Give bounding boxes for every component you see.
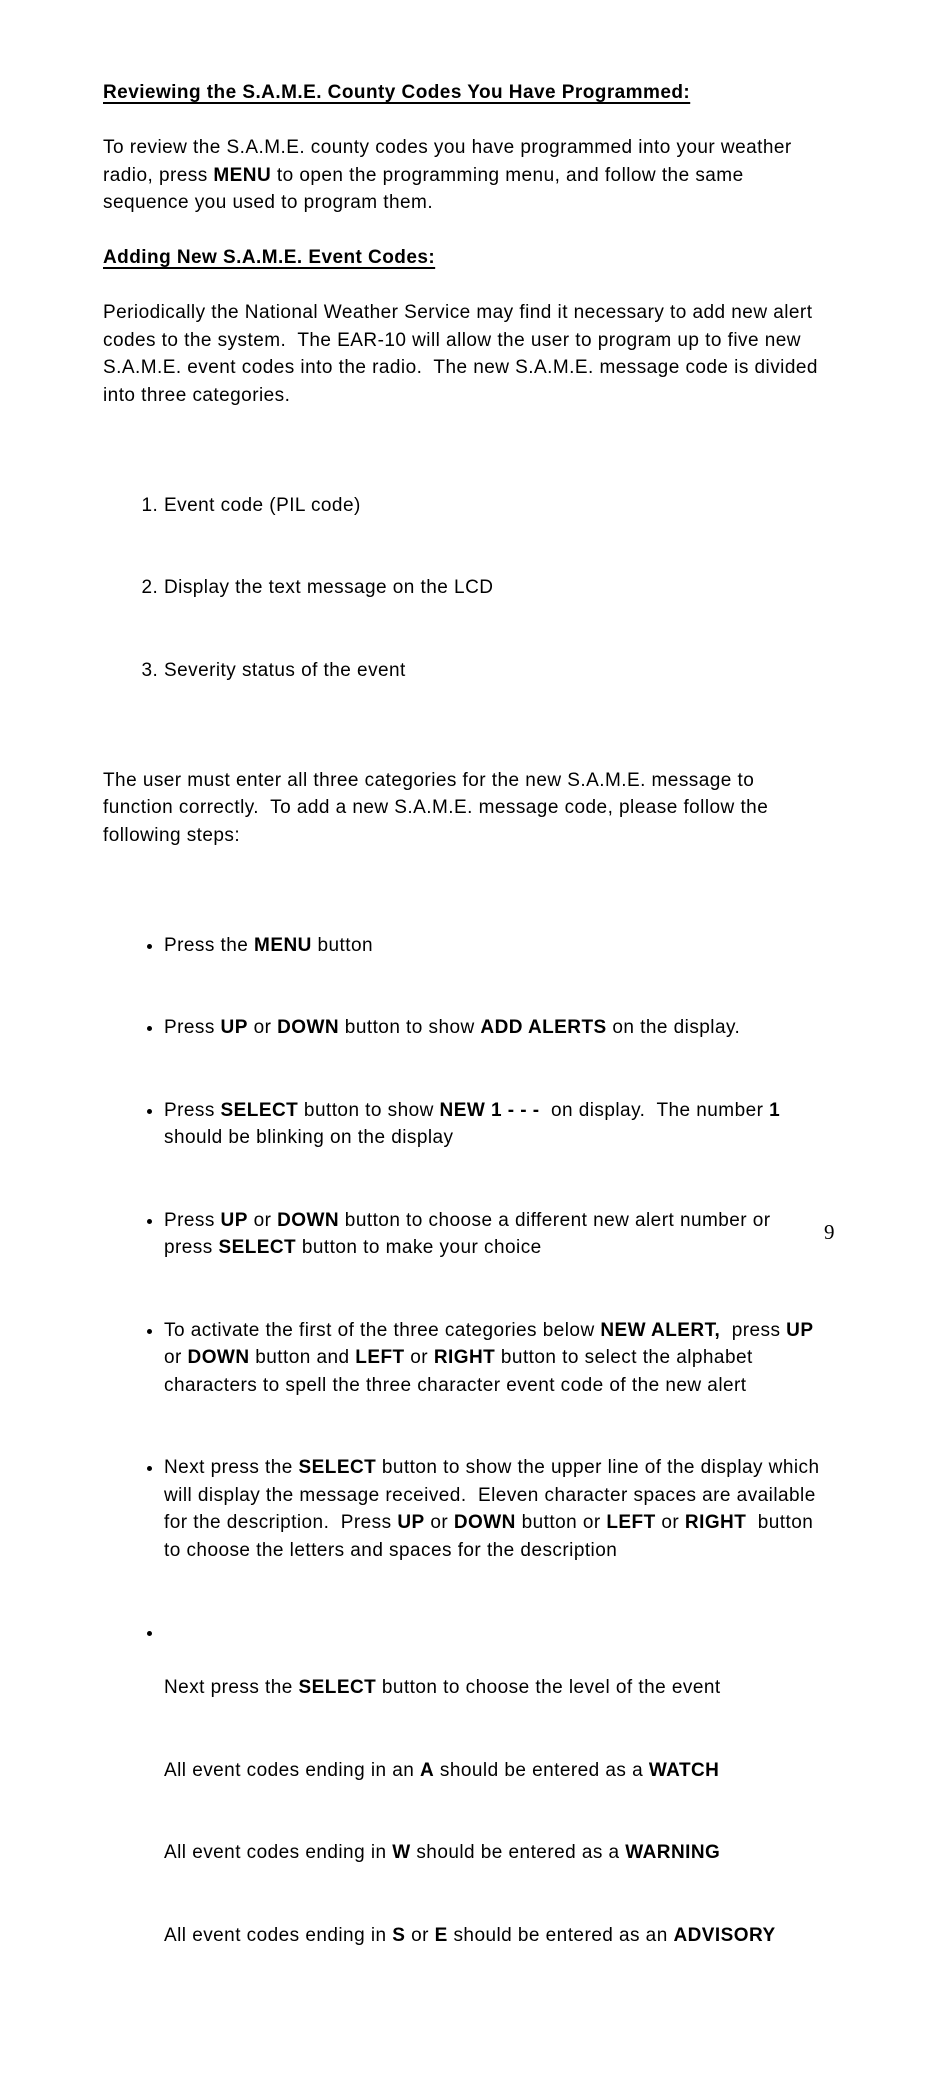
step-item: • To activate the first of the three categories below NEW ALERT, press UP or DOWN button and LEFT or RIGHT button to select the alphabet characters to spell the three character event code of the new alert <box>164 1317 825 1400</box>
page-number: 9 <box>824 1220 835 1244</box>
heading-reviewing-county-codes <box>103 79 825 107</box>
step-item: • Press the MENU button <box>164 932 825 960</box>
step-item-final <box>164 1619 825 2004</box>
step-item: • Press UP or DOWN button to show ADD ALERTS on the display. <box>164 1014 825 1042</box>
paragraph-steps-intro: The user must enter all three categories for the new S.A.M.E. message to function correctly. To add a new S.A.M.E. message code, please follow the following steps: <box>103 769 774 846</box>
category-item: 2. Display the text message on the LCD <box>164 574 825 602</box>
heading-adding-event-codes <box>103 244 825 272</box>
step-item: • Press SELECT button to show NEW 1 - - - on display. The number 1 should be blinking on the display <box>164 1097 825 1152</box>
step-item: • Next press the SELECT button to show the upper line of the display which will display the message received. Eleven character spaces are available for the description. Press UP or DOWN button or LEFT or RIGHT button to choose the letters and spaces for the description <box>164 1454 825 1564</box>
heading-underlined-text: Adding New S.A.M.E. Event Codes: <box>103 247 436 268</box>
category-item: 1. Event code (PIL code) <box>164 492 825 520</box>
heading-underlined-text: Reviewing the S.A.M.E. County Codes You Have Programmed: <box>103 82 691 103</box>
step-line: All event codes ending in an A should be entered as a WATCH <box>164 1759 720 1781</box>
paragraph-review-instructions: To review the S.A.M.E. county codes you have programmed into your weather radio, press MENU to open the programming menu, and follow the same sequence you used to program them. <box>103 137 798 213</box>
step-line: All event codes ending in S or E should be entered as an ADVISORY <box>164 1924 776 1946</box>
step-item: • Press UP or DOWN button to choose a different new alert number or press SELECT button to make your choice <box>164 1207 825 1262</box>
step-line: • Next press the SELECT button to choose the level of the event <box>164 1677 721 1698</box>
categories-numbered-list <box>103 437 825 740</box>
category-item: 3. Severity status of the event <box>164 657 825 685</box>
step-line: All event codes ending in W should be entered as a WARNING <box>164 1842 721 1863</box>
paragraph-adding-intro: Periodically the National Weather Service may find it necessary to add new alert codes to the system. The EAR-10 will allow the user to program up to five new S.A.M.E. event codes into the radio. The new S.A.M.E. message code is divided into three categories. <box>103 302 824 406</box>
steps-bullet-list <box>103 877 825 2060</box>
page-content <box>103 79 825 2087</box>
